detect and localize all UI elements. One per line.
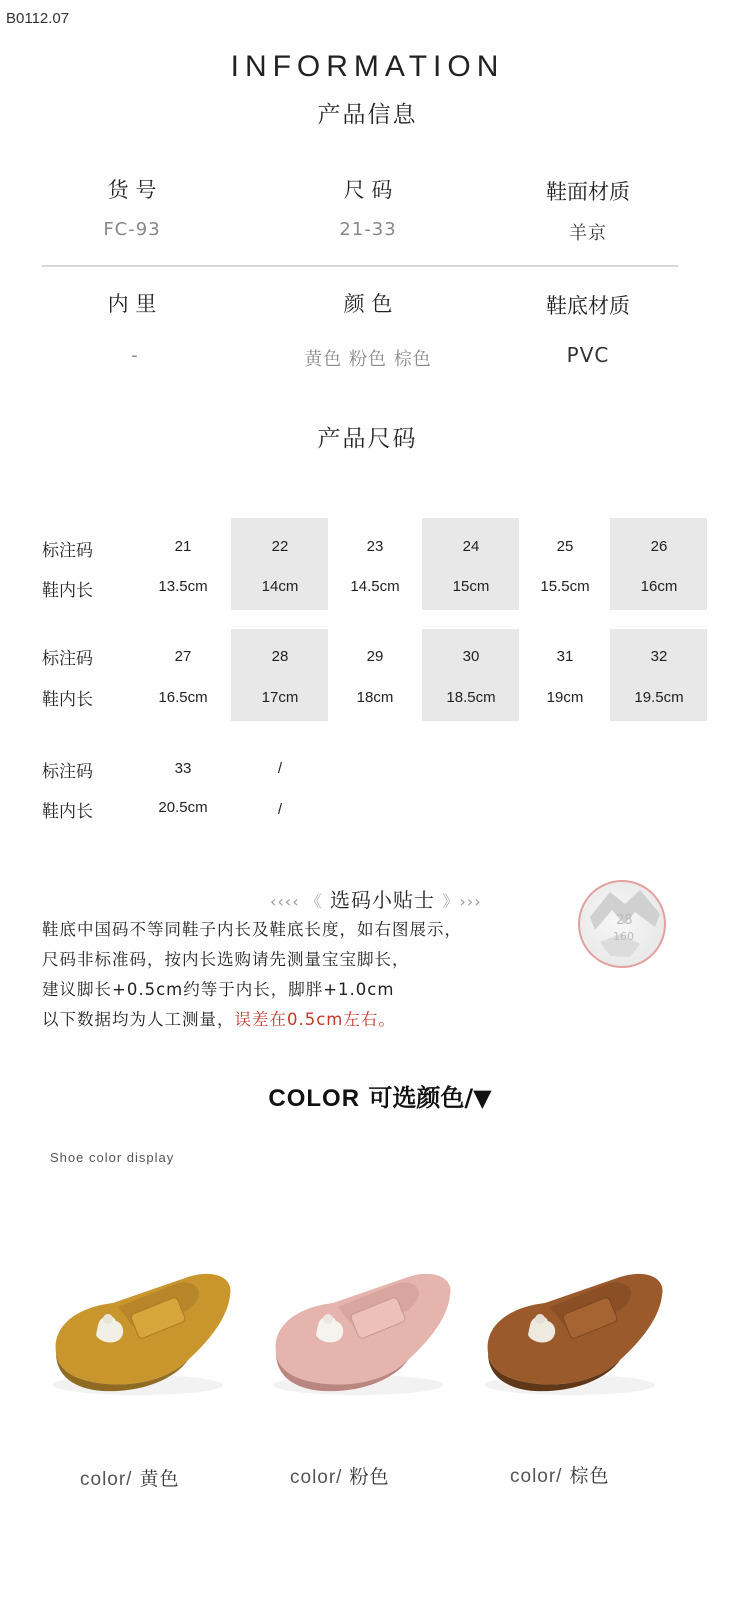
length-cell: 18.5cm — [446, 689, 496, 706]
spec-lining-value: - — [131, 345, 139, 366]
tips-line: 建议脚长+0.5cm约等于内长，脚胖+1.0cm — [42, 980, 395, 999]
length-cell: 15.5cm — [540, 578, 590, 595]
size-cell: 23 — [366, 538, 384, 555]
spec-article-label: 货 号 — [107, 178, 157, 202]
size-cell-band — [422, 629, 519, 721]
length-cell: 20.5cm — [158, 799, 208, 816]
tips-deco-left: ‹‹‹‹ 《 — [270, 892, 323, 911]
size-cell-band — [231, 629, 328, 721]
spec-divider — [42, 265, 678, 267]
sole-pattern-icon — [580, 882, 666, 968]
spec-sole-value: PVC — [566, 343, 610, 367]
length-row-label: 鞋内长 — [42, 581, 93, 601]
length-cell: / — [277, 801, 283, 818]
length-cell: 18cm — [356, 689, 394, 706]
length-cell: 19cm — [546, 689, 584, 706]
size-cell: 29 — [366, 648, 384, 665]
length-cell: 16.5cm — [158, 689, 208, 706]
size-row-label: 标注码 — [42, 541, 93, 561]
tips-line: 鞋底中国码不等同鞋子内长及鞋底长度，如右图展示， — [42, 920, 462, 939]
size-row-label: 标注码 — [42, 762, 93, 782]
size-cell-band — [422, 518, 519, 610]
tips-line: 尺码非标准码，按内长选购请先测量宝宝脚长， — [42, 950, 410, 969]
size-cell-band — [231, 518, 328, 610]
color-heading — [0, 1078, 750, 1113]
color-caption-brown — [510, 1461, 610, 1488]
color-caption-pink — [290, 1462, 390, 1489]
length-row-label: 鞋内长 — [42, 690, 93, 710]
info-subtitle: 产品信息 — [317, 102, 418, 128]
color-caption-yellow — [80, 1464, 180, 1491]
size-cell: 27 — [174, 648, 192, 665]
color-caption-prefix: color/ — [510, 1466, 563, 1487]
tips-line4-prefix: 以下数据均为人工测量， — [42, 1010, 235, 1029]
size-row-label: 标注码 — [42, 649, 93, 669]
length-cell: 13.5cm — [158, 578, 208, 595]
shoe-image-pink — [258, 1255, 458, 1405]
spec-article-value: FC-93 — [103, 219, 161, 240]
size-cell-band — [610, 629, 707, 721]
spec-size-label: 尺 码 — [343, 178, 393, 202]
product-code: B0112.07 — [6, 10, 70, 27]
size-cell: 26 — [650, 538, 668, 555]
length-row-label: 鞋内长 — [42, 802, 93, 822]
size-cell: 24 — [462, 538, 480, 555]
tips-line — [42, 1006, 396, 1030]
color-caption-name: 粉色 — [349, 1466, 390, 1488]
size-cell: 22 — [271, 538, 289, 555]
size-cell: 32 — [650, 648, 668, 665]
spec-color-label: 颜 色 — [343, 292, 393, 316]
spec-sole-label: 鞋底材质 — [546, 294, 630, 318]
sole-size-image — [578, 880, 666, 968]
length-cell: 17cm — [261, 689, 299, 706]
shoe-display-label: Shoe color display — [50, 1150, 175, 1165]
length-cell: 14cm — [261, 578, 299, 595]
tips-error-note: 误差在0.5cm左右。 — [234, 1010, 396, 1029]
size-cell-band — [610, 518, 707, 610]
tips-title-text: 选码小贴士 — [330, 888, 436, 912]
tips-deco-right: 》››› — [442, 892, 482, 911]
tips-title — [270, 884, 482, 913]
color-caption-name: 黄色 — [139, 1468, 180, 1490]
length-cell: 14.5cm — [350, 578, 400, 595]
color-caption-name: 棕色 — [569, 1465, 610, 1487]
info-title: INFORMATION — [230, 50, 505, 83]
size-cell: 31 — [556, 648, 574, 665]
size-cell: 25 — [556, 538, 574, 555]
spec-size-value: 21-33 — [339, 219, 397, 240]
shoe-image-yellow — [38, 1255, 238, 1405]
length-cell: 15cm — [452, 578, 490, 595]
sole-mark-length: 160 — [613, 930, 634, 943]
color-heading-latin: COLOR — [268, 1085, 361, 1112]
size-cell: 21 — [174, 538, 192, 555]
color-heading-cn: 可选颜色/▼ — [368, 1084, 492, 1112]
shoe-image-brown — [470, 1255, 670, 1405]
size-cell: 28 — [271, 648, 289, 665]
size-cell: 33 — [174, 760, 192, 777]
size-cell: 30 — [462, 648, 480, 665]
color-caption-prefix: color/ — [290, 1467, 343, 1488]
spec-upper-label: 鞋面材质 — [546, 180, 630, 204]
length-cell: 19.5cm — [634, 689, 684, 706]
length-cell: 16cm — [640, 578, 678, 595]
size-cell: / — [277, 760, 283, 777]
spec-upper-value: 羊京 — [569, 223, 607, 244]
sole-mark-size: 28 — [616, 913, 633, 928]
size-chart-title: 产品尺码 — [317, 426, 418, 452]
spec-color-value: 黄色 粉色 棕色 — [304, 349, 432, 370]
spec-lining-label: 内 里 — [107, 292, 157, 316]
color-caption-prefix: color/ — [80, 1469, 133, 1490]
